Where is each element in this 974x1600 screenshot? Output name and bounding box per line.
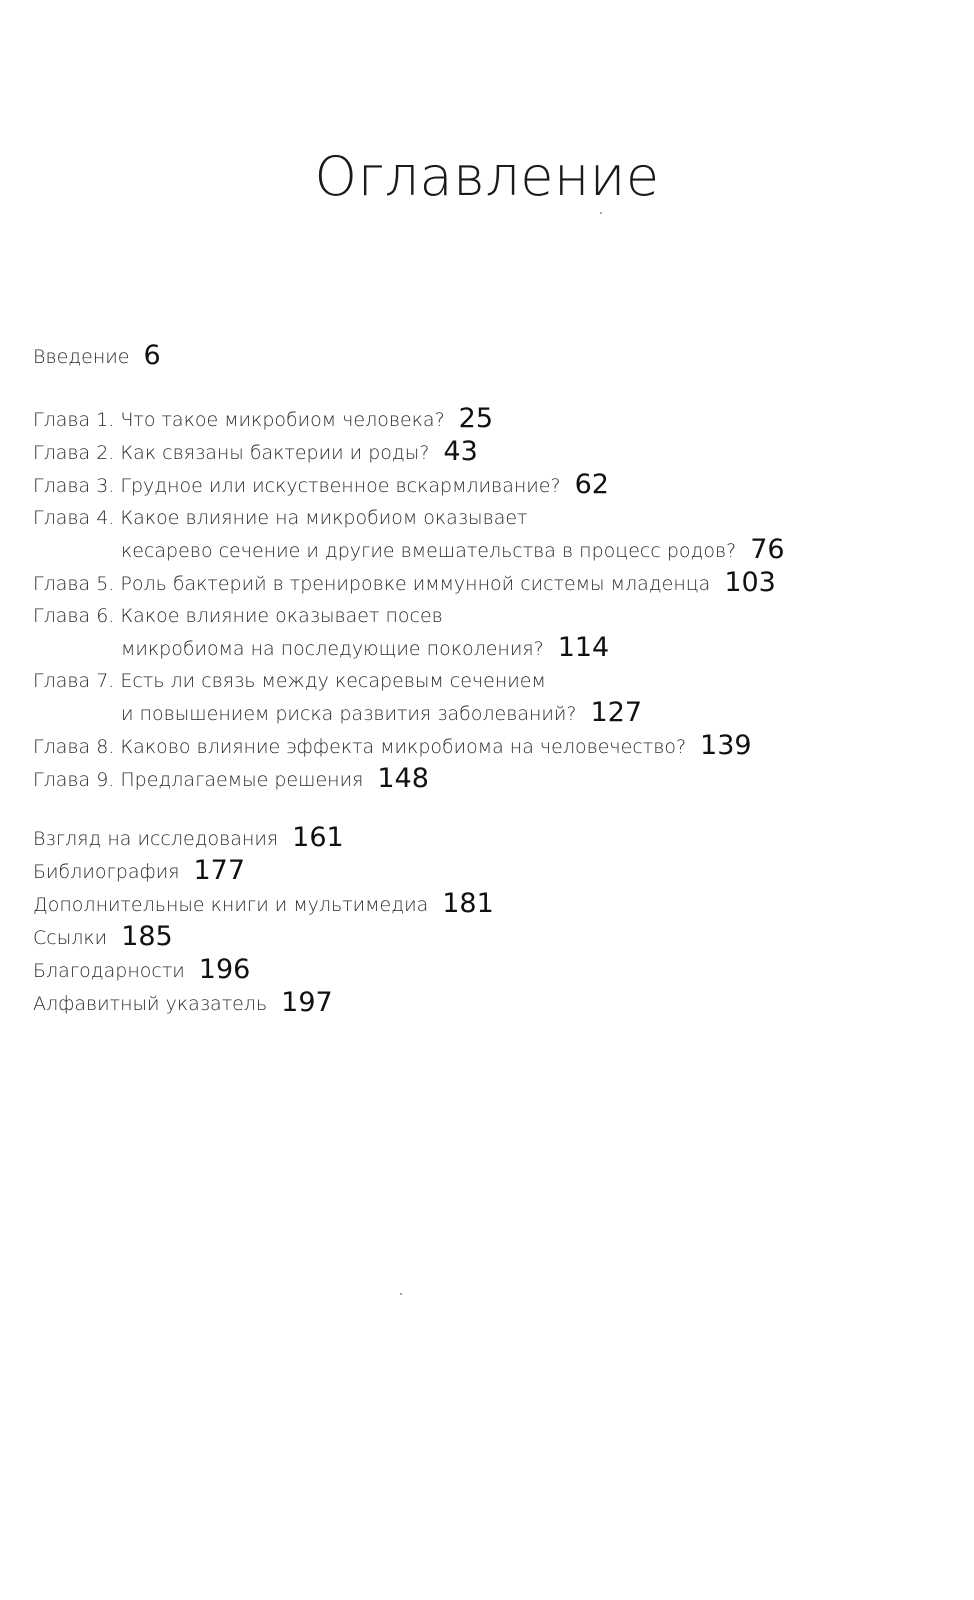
intro-group [33, 340, 933, 373]
toc-page-number: 148 [377, 763, 429, 794]
chapter-prefix: Глава 6. [33, 605, 115, 627]
toc-entry-label: Введение [33, 346, 130, 368]
chapter-prefix: Глава 1. [33, 409, 115, 431]
toc-entry-chapter [33, 600, 933, 665]
chapter-line-wrap [33, 534, 933, 567]
chapter-title: Есть ли связь между кесаревым сечением [120, 670, 546, 692]
toc-entry-chapter [33, 469, 933, 502]
chapter-title-continuation: кесарево сечение и другие вмешательства в процесс родов? [121, 540, 737, 562]
chapter-title: Грудное или искуственное вскармливание? [120, 475, 561, 497]
toc-entry-label: Дополнительные книги и мультимедиа [33, 894, 429, 916]
toc-entry-chapter [33, 502, 933, 567]
toc-entry-appendix [33, 855, 933, 888]
toc-entry-label: Ссылки [33, 927, 108, 949]
toc-entry-chapter [33, 730, 933, 763]
toc-entry-label: Благодарности [33, 960, 185, 982]
toc-page-number: 127 [590, 697, 643, 728]
toc-page-number: 6 [143, 340, 161, 371]
chapter-title: Предлагаемые решения [120, 769, 364, 791]
toc-entry-chapter [33, 567, 933, 600]
chapter-title: Как связаны бактерии и роды? [120, 442, 430, 464]
chapter-title: Роль бактерий в тренировке иммунной системы младенца [120, 573, 711, 595]
chapter-prefix: Глава 4. [33, 507, 115, 529]
toc-entry-appendix [33, 987, 933, 1020]
toc-page-number: 196 [198, 954, 251, 985]
toc-page-number: 197 [281, 987, 333, 1018]
chapter-title: Что такое микробиом человека? [120, 409, 445, 431]
chapter-prefix: Глава 7. [33, 670, 115, 692]
paper-speck [600, 212, 602, 214]
toc-entry-label: Алфавитный указатель [33, 993, 268, 1015]
chapter-prefix: Глава 9. [33, 769, 115, 791]
toc-page-number: 177 [193, 855, 246, 886]
chapter-title: Какое влияние на микробиом оказывает [120, 507, 528, 529]
toc-entry-chapter [33, 436, 933, 469]
page-title: Оглавление [314, 145, 660, 208]
toc-entry-appendix [33, 822, 933, 855]
chapter-prefix: Глава 5. [33, 573, 115, 595]
toc-entry-label: Библиография [33, 861, 180, 883]
toc-page-number: 25 [458, 403, 494, 434]
toc-page-number: 76 [750, 534, 785, 565]
chapter-line-wrap [33, 697, 933, 730]
toc-entry-label: Взгляд на исследования [33, 828, 279, 850]
toc-page-number: 185 [121, 921, 173, 952]
chapter-prefix: Глава 3. [33, 475, 115, 497]
toc-entry-intro [33, 340, 933, 373]
toc-entry-chapter [33, 403, 933, 436]
toc-page-number: 62 [574, 469, 609, 500]
toc-page-number: 139 [700, 730, 752, 761]
chapter-prefix: Глава 8. [33, 736, 115, 758]
paper-speck [400, 1293, 402, 1295]
chapter-title-continuation: и повышением риска развития заболеваний? [121, 703, 577, 725]
toc-entry-appendix [33, 954, 933, 987]
chapter-title-continuation: микробиома на последующие поколения? [121, 638, 544, 660]
table-of-contents [33, 340, 933, 1046]
chapter-line-wrap [33, 632, 933, 665]
toc-entry-appendix [33, 921, 933, 954]
toc-page-number: 103 [724, 567, 776, 598]
toc-entry-chapter [33, 665, 933, 730]
chapter-title: Каково влияние эффекта микробиома на человечество? [120, 736, 687, 758]
appendix-group [33, 822, 933, 1020]
toc-entry-appendix [33, 888, 933, 921]
chapter-title: Какое влияние оказывает посев [120, 605, 443, 627]
toc-page-number: 43 [443, 436, 478, 467]
chapter-prefix: Глава 2. [33, 442, 115, 464]
toc-page-number: 161 [292, 822, 344, 853]
toc-page-number: 181 [442, 888, 494, 919]
toc-entry-chapter [33, 763, 933, 796]
chapters-group [33, 403, 933, 796]
toc-page-number: 114 [557, 632, 610, 663]
